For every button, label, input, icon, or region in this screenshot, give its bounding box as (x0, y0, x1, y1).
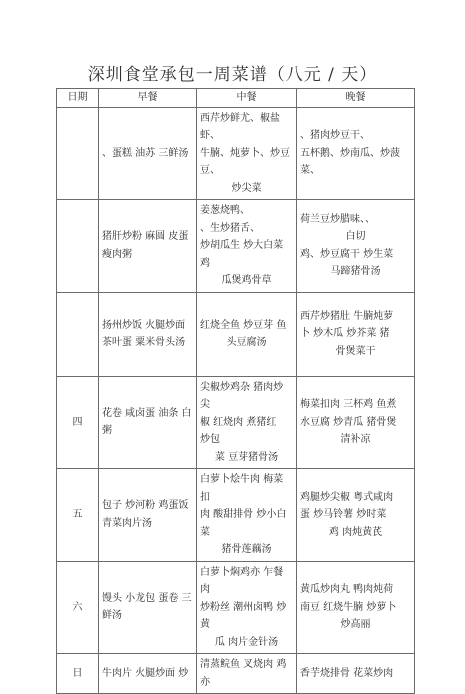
breakfast-cell (99, 200, 197, 293)
breakfast-cell (99, 561, 197, 654)
dinner-cell (297, 200, 415, 293)
dinner-line: 卜 炒木瓜 炒芥菜 猪 (300, 328, 390, 340)
lunch-line: 瓜煲鸡骨草 (221, 275, 272, 286)
lunch-line: 西芹炒鲜尤、椒盐虾、 (200, 112, 280, 141)
breakfast-text: 猪肝炒粉 麻圆 皮蛋瘦肉粥 (102, 231, 189, 260)
breakfast-text: 包子 炒河粉 鸡蛋饭 青菜肉片汤 (102, 500, 192, 529)
breakfast-text: 牛肉片 火腿炒面 炒 (102, 667, 189, 679)
header-dinner: 晚餐 (297, 89, 415, 108)
table-row (57, 561, 415, 654)
dinner-line: 骨煲菜干 (335, 345, 376, 357)
lunch-line: 红烧全鱼 炒豆芽 鱼 (200, 319, 287, 331)
dinner-line: 荷兰豆炒腊味、、 (300, 213, 375, 225)
dinner-line: 鸡、炒豆腐干 炒生菜 (300, 248, 394, 260)
day-cell (57, 200, 99, 293)
dinner-line: 菜、 (300, 165, 320, 176)
table-row (57, 292, 415, 376)
dinner-line: 、猪肉炒豆干、 (300, 130, 370, 141)
lunch-line: 牛腩、炖萝卜、炒豆豆、 (200, 147, 290, 176)
dinner-line: 白切 (345, 231, 366, 243)
dinner-line: 南豆 红烧牛腩 炒萝卜 (300, 601, 397, 613)
lunch-line: 头豆腐汤 (226, 337, 267, 348)
lunch-line: 尖椒炒鸡杂 猪肉炒尖 (200, 381, 284, 410)
breakfast-cell (99, 107, 197, 200)
table-row (57, 469, 415, 562)
dinner-line: 清补凉 (340, 434, 371, 445)
dinner-line: 黄瓜炒肉丸 鸭肉炖荷 (300, 584, 394, 595)
weekly-menu-table (56, 88, 415, 694)
dinner-line: 五杯鹅、炒南瓜、炒菠 (300, 147, 400, 159)
dinner-cell (297, 469, 415, 562)
table-row (57, 107, 415, 200)
breakfast-text: 、蛋糕 油苏 三鲜汤 (102, 147, 189, 159)
lunch-cell (197, 561, 297, 654)
lunch-line: 白萝卜焖鸡亦 乍餐肉 (200, 566, 284, 595)
lunch-line: 菜 豆芽猪骨汤 (214, 451, 279, 463)
lunch-line: 椒 红烧肉 煮猪红 (200, 416, 277, 428)
lunch-cell (197, 292, 297, 376)
lunch-line: 炒胡瓜生 炒大白菜 鸡 (200, 240, 287, 269)
day-cell: 五 (57, 469, 99, 562)
lunch-line: 炒尖菜 (231, 182, 262, 194)
dinner-cell (297, 292, 415, 376)
table-header-row (57, 89, 415, 108)
dinner-line: 炒高丽 (340, 619, 371, 630)
lunch-line: 白萝卜烩牛肉 梅菜扣 (200, 474, 284, 503)
day-cell (57, 292, 99, 376)
dinner-cell (297, 376, 415, 469)
day-cell: 日 (57, 654, 99, 694)
lunch-cell (197, 200, 297, 293)
breakfast-cell (99, 376, 197, 469)
breakfast-cell (99, 469, 197, 562)
breakfast-cell (99, 292, 197, 376)
day-cell: 四 (57, 376, 99, 469)
dinner-line: 梅菜扣肉 三杯鸡 鱼煮 (300, 399, 397, 410)
day-cell: 六 (57, 561, 99, 654)
table-row (57, 200, 415, 293)
lunch-line: 瓜 肉片金针汤 (214, 636, 279, 648)
dinner-cell (297, 561, 415, 654)
lunch-line: 肉 酸甜排骨 炒小白菜 (200, 509, 287, 538)
lunch-line: 炒粉丝 潮州卤鸭 炒黄 (200, 601, 287, 630)
lunch-line: 猪骨莲藕汤 (221, 544, 272, 555)
breakfast-text: 花卷 咸卤蛋 油条 白粥 (102, 407, 192, 437)
lunch-line: 炒包 (200, 434, 220, 445)
dinner-line: 香芋烧排骨 花菜炒肉 (300, 667, 394, 679)
table-row (57, 654, 415, 694)
lunch-line: 姜葱烧鸭、 (200, 205, 250, 216)
lunch-line: 、生炒猪舌、 (200, 222, 260, 234)
breakfast-cell (99, 654, 197, 694)
table-row (57, 376, 415, 469)
dinner-line: 水豆腐 炒青瓜 猪骨煲 (300, 416, 397, 428)
breakfast-text: 扬州炒饭 火腿炒面 茶叶蛋 粟米骨头汤 (102, 319, 189, 348)
dinner-cell (297, 654, 415, 694)
dinner-line: 马蹄猪骨汤 (330, 266, 381, 278)
dinner-cell (297, 107, 415, 200)
dinner-line: 蛋 炒马铃薯 炒时菜 (300, 509, 387, 520)
dinner-line: 鸡腿炒尖椒 粤式咸肉 (300, 491, 394, 503)
lunch-cell (197, 654, 297, 694)
dinner-line: 鸡 肉炖黄芪 (328, 526, 383, 538)
lunch-line: 清蒸鲩鱼 叉烧肉 鸡亦 (200, 659, 287, 688)
dinner-line: 西芹炒猪肚 牛腩炖萝 (300, 310, 394, 322)
header-breakfast: 早餐 (99, 89, 197, 108)
lunch-cell (197, 107, 297, 200)
lunch-cell (197, 376, 297, 469)
lunch-cell (197, 469, 297, 562)
breakfast-text: 馒头 小龙包 蛋卷 三鲜汤 (102, 592, 192, 622)
header-date: 日期 (57, 89, 99, 108)
header-lunch: 中餐 (197, 89, 297, 108)
day-cell (57, 107, 99, 200)
page-title: 深圳食堂承包一周菜谱（八元 / 天） (87, 65, 378, 85)
